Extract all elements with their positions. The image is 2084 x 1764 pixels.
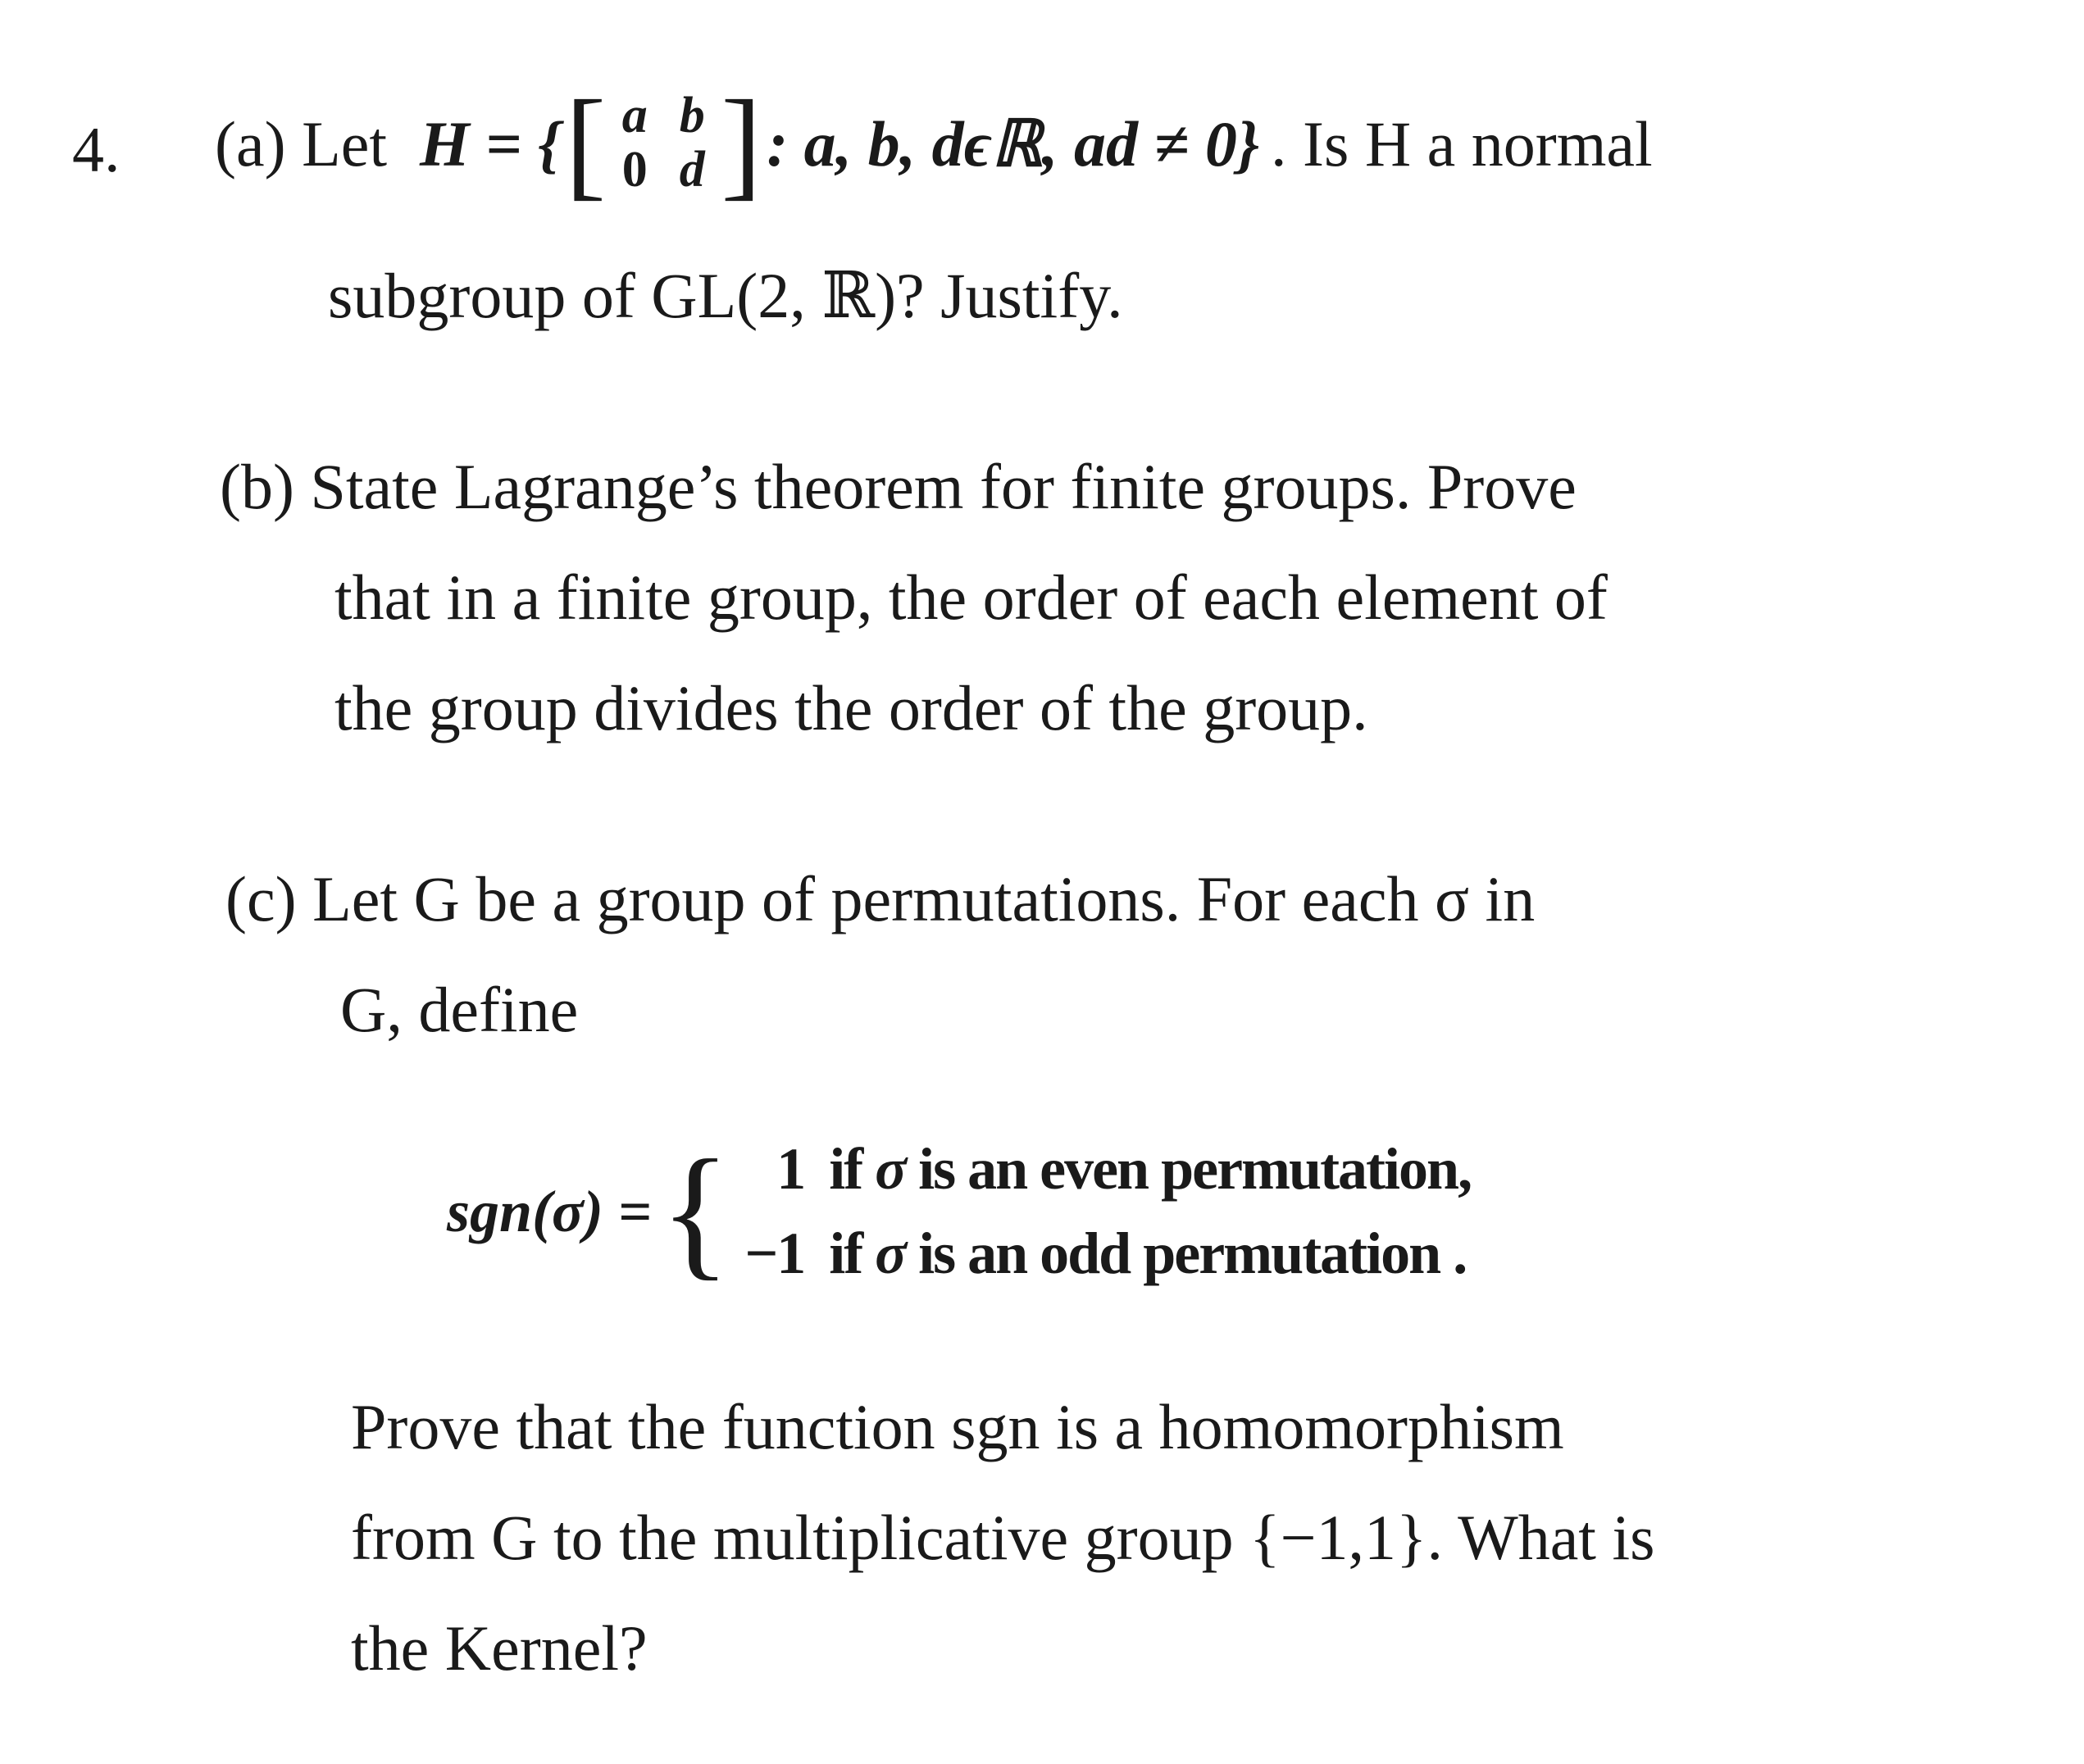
matrix-left-bracket: [ bbox=[565, 75, 607, 211]
part-c-line-1: (c) Let G be a group of permutations. For each σ in bbox=[225, 863, 1536, 934]
part-a-line-1 bbox=[215, 75, 1653, 211]
sgn-cases bbox=[652, 1130, 1472, 1293]
set-condition: : a, b, dϵℝ, ad ≠ 0} bbox=[767, 107, 1259, 180]
case-2-description: is an odd permutation . bbox=[905, 1221, 1467, 1286]
part-b-line-1: (b) State Lagrange’s theorem for finite groups. Prove bbox=[220, 451, 1577, 522]
matrix-entry-d: d bbox=[679, 142, 705, 198]
case-2-value: −1 bbox=[744, 1221, 805, 1286]
part-c-line-2: G, define bbox=[340, 974, 579, 1045]
case-1-text bbox=[829, 1135, 1471, 1203]
part-a-line-2: subgroup of GL(2, ℝ)? Justify. bbox=[328, 260, 1123, 331]
matrix-entries bbox=[606, 89, 721, 199]
matrix bbox=[565, 75, 762, 211]
sgn-lhs: sgn(σ) = bbox=[447, 1178, 652, 1244]
case-1-value: 1 bbox=[776, 1136, 805, 1202]
matrix-entry-b: b bbox=[679, 88, 705, 143]
part-c-line-3: Prove that the function sgn is a homomorphism bbox=[351, 1391, 1564, 1462]
part-b-line-3: the group divides the order of the group. bbox=[334, 672, 1368, 743]
matrix-entry-c: 0 bbox=[621, 142, 648, 198]
case-1-if: if bbox=[829, 1136, 876, 1202]
case-1-description: is an even permutation, bbox=[905, 1136, 1472, 1202]
part-c-line-4: from G to the multiplicative group {−1,1}. What is bbox=[351, 1502, 1655, 1573]
matrix-entry-a: a bbox=[621, 88, 648, 143]
question-number: 4. bbox=[72, 114, 121, 185]
case-2-text bbox=[829, 1220, 1471, 1288]
cases-rows bbox=[739, 1135, 1471, 1288]
part-b-line-2: that in a finite group, the order of each element of bbox=[334, 561, 1608, 633]
part-c-line-5: the Kernel? bbox=[351, 1612, 648, 1684]
case-2-if: if bbox=[829, 1221, 876, 1286]
case-1-sigma: σ bbox=[875, 1136, 906, 1202]
cases-brace: { bbox=[659, 1130, 731, 1293]
part-a-tail: . Is H a normal bbox=[1270, 107, 1653, 180]
sgn-formula bbox=[447, 1130, 1472, 1293]
matrix-right-bracket: ] bbox=[721, 75, 762, 211]
part-a-label: (a) Let bbox=[215, 107, 388, 180]
case-2-sigma: σ bbox=[875, 1221, 906, 1286]
set-open: H = { bbox=[420, 107, 561, 180]
